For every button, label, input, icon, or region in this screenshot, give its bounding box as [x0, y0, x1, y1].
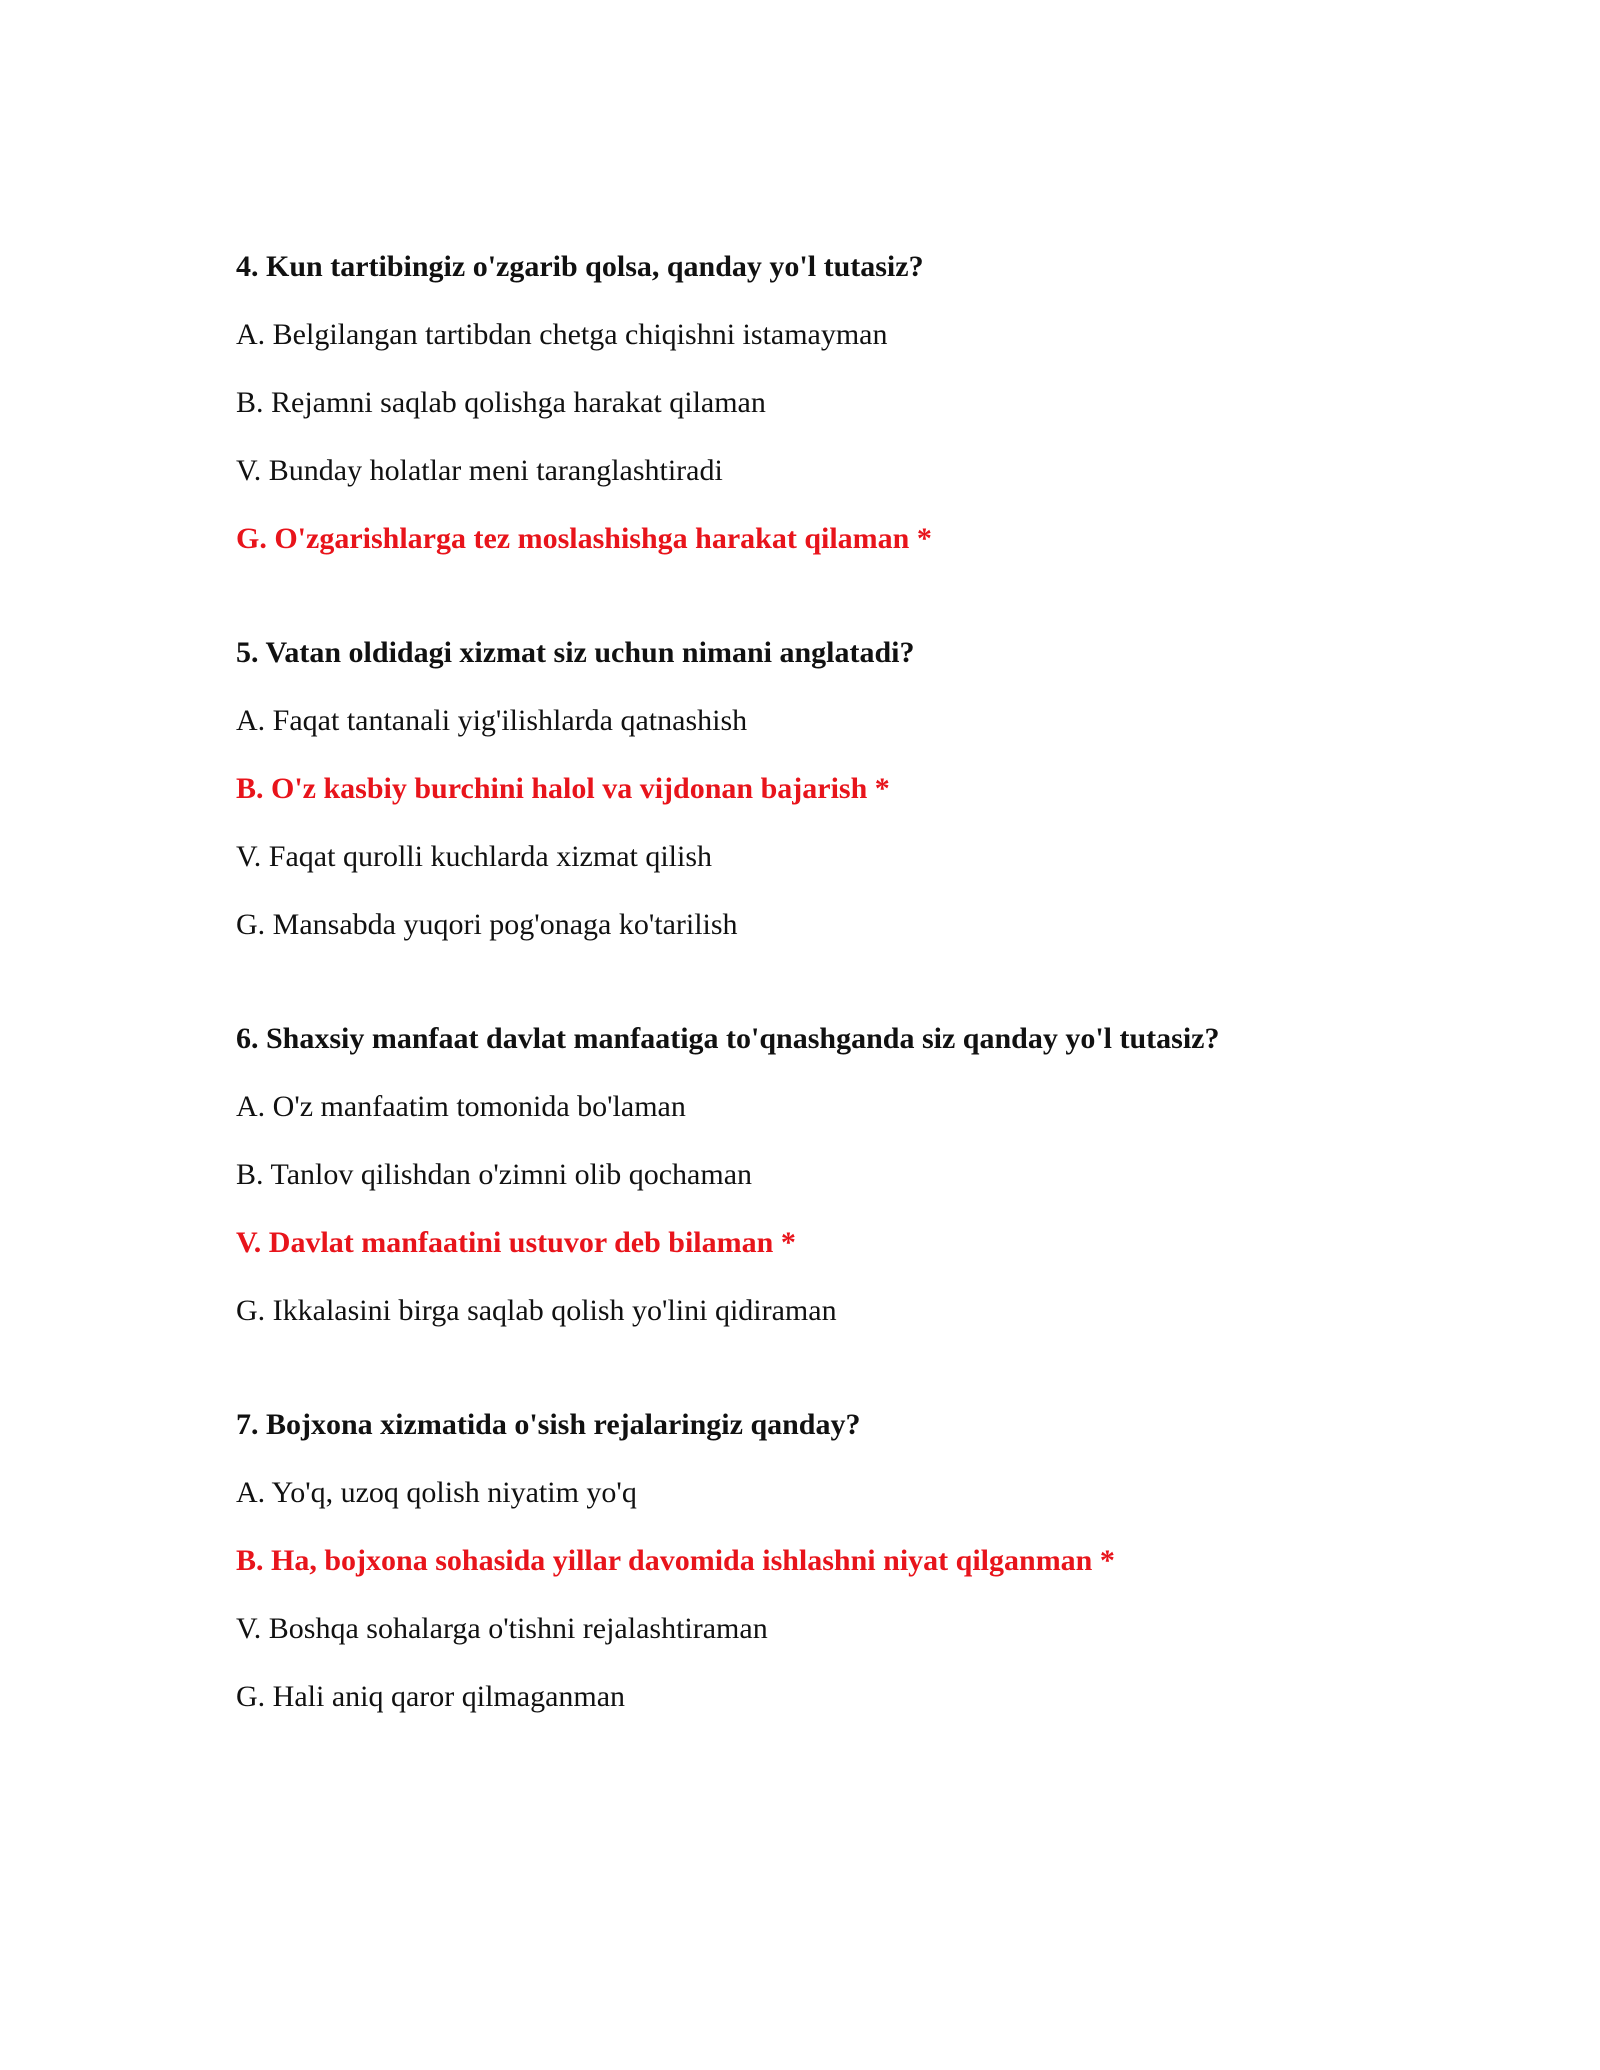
question-block-6 — [236, 1022, 1436, 1328]
question-title: 5. Vatan oldidagi xizmat siz uchun nimani anglatadi? — [236, 636, 915, 669]
correct-answer-option: B. Ha, bojxona sohasida yillar davomida ishlashni niyat qilganman * — [236, 1544, 1115, 1577]
question-block-4 — [236, 250, 1436, 556]
answer-option: A. O'z manfaatim tomonida bo'laman — [236, 1090, 686, 1123]
answer-option: A. Faqat tantanali yig'ilishlarda qatnashish — [236, 704, 748, 737]
answer-option: G. Mansabda yuqori pog'onaga ko'tarilish — [236, 908, 738, 941]
question-title: 4. Kun tartibingiz o'zgarib qolsa, qanday yo'l tutasiz? — [236, 250, 924, 283]
answer-option: G. Hali aniq qaror qilmaganman — [236, 1680, 626, 1713]
answer-option: G. Ikkalasini birga saqlab qolish yo'lini qidiraman — [236, 1294, 837, 1327]
answer-option: B. Tanlov qilishdan o'zimni olib qochaman — [236, 1158, 753, 1191]
correct-answer-option: B. O'z kasbiy burchini halol va vijdonan bajarish * — [236, 772, 890, 805]
question-block-5 — [236, 636, 1436, 942]
question-block-7 — [236, 1408, 1436, 1714]
question-title: 7. Bojxona xizmatida o'sish rejalaringiz qanday? — [236, 1408, 861, 1441]
answer-option: B. Rejamni saqlab qolishga harakat qilaman — [236, 386, 766, 419]
question-title: 6. Shaxsiy manfaat davlat manfaatiga to'qnashganda siz qanday yo'l tutasiz? — [236, 1022, 1220, 1055]
answer-option: A. Yo'q, uzoq qolish niyatim yo'q — [236, 1476, 637, 1509]
correct-answer-option: V. Davlat manfaatini ustuvor deb bilaman * — [236, 1226, 796, 1259]
correct-answer-option: G. O'zgarishlarga tez moslashishga harakat qilaman * — [236, 522, 932, 555]
answer-option: V. Boshqa sohalarga o'tishni rejalashtiraman — [236, 1612, 768, 1645]
answer-option: V. Faqat qurolli kuchlarda xizmat qilish — [236, 840, 713, 873]
answer-option: V. Bunday holatlar meni taranglashtiradi — [236, 454, 723, 487]
answer-option: A. Belgilangan tartibdan chetga chiqishni istamayman — [236, 318, 888, 351]
question-list — [236, 250, 1436, 1714]
